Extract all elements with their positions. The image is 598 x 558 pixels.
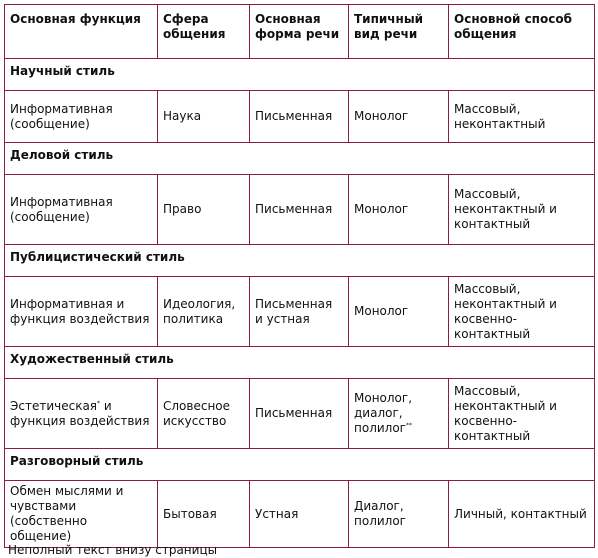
cell-method: Массовый, неконтактный и косвенно-контактный (449, 379, 595, 449)
header-method: Основной способ общения (449, 5, 595, 59)
cell-function: Информативная (сообщение) (5, 175, 158, 245)
table-header-row (5, 5, 595, 59)
section-row-artistic (5, 347, 595, 379)
cell-function-text-rest: и функция воздействия (10, 398, 150, 428)
section-row-publicistic (5, 245, 595, 277)
table-row (5, 91, 595, 143)
footnote-mark: ** (405, 422, 412, 429)
cell-method: Массовый, неконтактный (449, 91, 595, 143)
section-title: Деловой стиль (5, 143, 595, 175)
cell-method: Массовый, неконтактный и косвенно-контактный (449, 277, 595, 347)
section-row-scientific (5, 59, 595, 91)
section-row-conversational (5, 449, 595, 481)
cell-function: Обмен мыслями и чувствами (собственно общение) (5, 481, 158, 548)
section-title: Художественный стиль (5, 347, 595, 379)
header-sphere: Сфера общения (158, 5, 250, 59)
footnote-mark: * (97, 399, 101, 407)
cell-type: Монолог (349, 277, 449, 347)
section-title: Публицистический стиль (5, 245, 595, 277)
cell-type: Монолог (349, 91, 449, 143)
cell-sphere: Словесное искусство (158, 379, 250, 449)
header-function: Основная функция (5, 5, 158, 59)
table-row (5, 481, 595, 548)
cell-type (349, 379, 449, 449)
table-row (5, 175, 595, 245)
cell-method: Массовый, неконтактный и контактный (449, 175, 595, 245)
cell-sphere: Право (158, 175, 250, 245)
section-title: Научный стиль (5, 59, 595, 91)
header-form: Основная форма речи (250, 5, 349, 59)
section-title: Разговорный стиль (5, 449, 595, 481)
cell-sphere: Бытовая (158, 481, 250, 548)
cell-function (5, 379, 158, 449)
cell-form: Письменная (250, 175, 349, 245)
cell-form: Письменная (250, 91, 349, 143)
table-row (5, 379, 595, 449)
cell-form: Устная (250, 481, 349, 548)
cell-function: Информативная (сообщение) (5, 91, 158, 143)
cell-sphere: Наука (158, 91, 250, 143)
cell-type: Диалог, полилог (349, 481, 449, 548)
cell-form: Письменная и устная (250, 277, 349, 347)
cell-type: Монолог (349, 175, 449, 245)
cell-function-text: Эстетическая (10, 398, 98, 413)
cell-type-text: Монолог, диалог, полилог (354, 391, 413, 435)
cell-method: Личный, контактный (449, 481, 595, 548)
header-type: Типичный вид речи (349, 5, 449, 59)
table-row (5, 277, 595, 347)
cell-sphere: Идеология, политика (158, 277, 250, 347)
cell-form: Письменная (250, 379, 349, 449)
cell-function: Информативная и функция воздействия (5, 277, 158, 347)
section-row-business (5, 143, 595, 175)
footnote-text: Неполный текст внизу страницы (8, 543, 218, 557)
speech-styles-table (4, 4, 595, 548)
